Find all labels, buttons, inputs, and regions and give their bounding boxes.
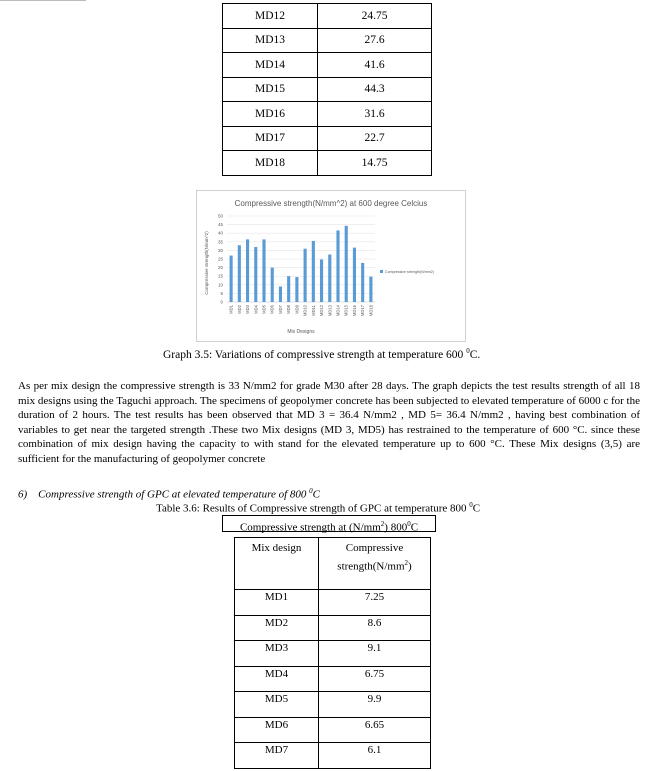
col-header-strength	[319, 538, 431, 590]
mix-design-cell: MD15	[223, 77, 318, 102]
table-caption-sup: 0	[469, 501, 473, 509]
y-tick-label: 30	[217, 247, 223, 253]
mix-design-cell: MD17	[223, 126, 318, 151]
sub-header-sup: 2	[380, 520, 385, 528]
x-tick-label: MD11	[310, 305, 316, 316]
bar-md9	[295, 277, 298, 302]
x-axis-title: Mix Designs	[287, 329, 315, 335]
graph-caption-text: Graph 3.5: Variations of compressive strength at temperature 600	[163, 348, 467, 361]
section-heading-sup: 0	[309, 487, 313, 495]
x-tick-label: MD14	[335, 305, 341, 317]
y-tick-label: 35	[217, 239, 223, 245]
chart-title: Compressive strength(N/mm^2) at 600 degree Celcius	[234, 199, 428, 208]
table-row	[235, 590, 431, 616]
mix-design-cell: MD7	[235, 743, 319, 769]
bar-md3	[246, 239, 249, 302]
table-caption-text: Table 3.6: Results of Compressive strength of GPC at temperature 800	[156, 502, 470, 515]
x-tick-label: MD7	[277, 305, 283, 314]
table-row	[235, 666, 431, 692]
mix-design-cell: MD16	[223, 102, 318, 127]
mix-design-cell: MD6	[235, 717, 319, 743]
mix-design-cell: MD3	[235, 641, 319, 667]
strength-table-800	[234, 537, 431, 769]
table-sub-header	[222, 515, 436, 532]
bar-md14	[336, 230, 339, 302]
graph-caption	[163, 347, 480, 361]
table-row	[235, 717, 431, 743]
graph-caption-sup: 0	[466, 347, 470, 355]
page-top-rule	[0, 0, 86, 1]
y-tick-label: 20	[217, 265, 223, 271]
table-row	[223, 102, 432, 127]
table-header-row	[235, 538, 431, 590]
mix-design-cell: MD12	[223, 4, 318, 29]
col-header-strength-sup: 2	[404, 559, 409, 567]
section-heading-suffix: C	[312, 488, 320, 501]
mix-design-cell: MD18	[223, 151, 318, 176]
strength-value-cell: 27.6	[318, 28, 432, 53]
bar-md6	[271, 268, 274, 302]
strength-value-cell: 9.1	[319, 641, 431, 667]
strength-table-600-continued	[222, 3, 432, 176]
sub-header-sup2: 0	[407, 520, 411, 528]
section-number: 6)	[18, 488, 28, 501]
x-tick-label: MD18	[368, 305, 374, 317]
compressive-strength-chart	[196, 190, 466, 342]
sub-header-mid: ) 800	[384, 521, 408, 534]
table-row	[223, 28, 432, 53]
y-tick-label: 45	[217, 222, 223, 228]
bar-md18	[369, 277, 372, 302]
x-tick-label: MD3	[245, 305, 251, 314]
y-tick-label: 0	[220, 299, 223, 305]
x-tick-label: MD13	[327, 305, 333, 317]
strength-value-cell: 6.65	[319, 717, 431, 743]
y-tick-label: 25	[217, 256, 223, 262]
x-tick-label: MD15	[343, 305, 349, 317]
x-tick-label: MD4	[253, 305, 259, 314]
strength-value-cell: 31.6	[318, 102, 432, 127]
bar-md1	[230, 256, 233, 302]
table-row	[235, 692, 431, 718]
strength-value-cell: 6.75	[319, 666, 431, 692]
table-row	[235, 615, 431, 641]
col-header-strength-line1: Compressive	[345, 542, 404, 554]
results-paragraph: As per mix design the compressive strength is 33 N/mm2 for grade M30 after 28 days. The graph depicts the test results strength of all 18 mix designs using the Taguchi approach. The specimens of geopolymer concrete has been subjected to elevated temperature of 6000 c for the duration of 2 hours. The test results has been observed that MD 3 = 36.4 N/mm2 , MD 5= 36.4 N/mm2 , having best combination of variables to get near the targeted strength .These two Mix designs (MD 3, MD5) has restrained to the temperature of 600 °C. since these combination of mix design having the capacity to with stand for the elevated temperature up to 600 °C. These Mix designs (3,5) are sufficient for the manufacturing of geopolymer concrete	[18, 380, 640, 465]
x-tick-label: MD8	[286, 305, 292, 314]
x-tick-label: MD17	[360, 305, 366, 317]
mix-design-cell: MD5	[235, 692, 319, 718]
section-heading-text: Compressive strength of GPC at elevated temperature of 800	[38, 488, 310, 501]
y-tick-label: 15	[217, 273, 223, 279]
mix-design-cell: MD4	[235, 666, 319, 692]
legend-label: Compressive strength(N/mm2)	[385, 270, 434, 274]
bar-md12	[320, 259, 323, 302]
bar-md2	[238, 245, 241, 302]
x-tick-label: MD2	[236, 305, 242, 314]
table-row	[223, 126, 432, 151]
graph-caption-suffix: C.	[469, 348, 481, 361]
x-tick-label: MD16	[351, 305, 357, 317]
y-tick-label: 10	[217, 282, 223, 288]
y-tick-label: 5	[220, 290, 223, 296]
mix-design-cell: MD1	[235, 590, 319, 616]
strength-value-cell: 7.25	[319, 590, 431, 616]
sub-header-text: Compressive strength at (N/mm	[239, 521, 381, 534]
bar-md5	[262, 239, 265, 302]
x-tick-label: MD5	[261, 305, 267, 314]
mix-design-cell: MD2	[235, 615, 319, 641]
table-row	[223, 151, 432, 176]
table-row	[223, 4, 432, 29]
strength-value-cell: 8.6	[319, 615, 431, 641]
x-tick-label: MD1	[228, 305, 234, 314]
strength-value-cell: 41.6	[318, 53, 432, 78]
chart-svg	[197, 191, 465, 341]
mix-design-cell: MD13	[223, 28, 318, 53]
bar-md7	[279, 287, 282, 302]
col-header-strength-suffix: )	[408, 560, 412, 573]
strength-value-cell: 24.75	[318, 4, 432, 29]
table-caption	[156, 501, 480, 515]
strength-value-cell: 14.75	[318, 151, 432, 176]
x-tick-label: MD10	[302, 305, 308, 317]
bar-md13	[328, 255, 331, 302]
bar-md16	[353, 248, 356, 302]
bar-md10	[304, 249, 307, 302]
y-tick-label: 50	[217, 213, 223, 219]
bar-md15	[345, 226, 348, 302]
table-row	[235, 743, 431, 769]
bar-md11	[312, 241, 315, 302]
strength-value-cell: 22.7	[318, 126, 432, 151]
mix-design-cell: MD14	[223, 53, 318, 78]
strength-value-cell: 44.3	[318, 77, 432, 102]
strength-value-cell: 9.9	[319, 692, 431, 718]
bar-md17	[361, 263, 364, 302]
sub-header-suffix: C	[410, 521, 419, 534]
table-row	[223, 53, 432, 78]
x-tick-label: MD9	[294, 305, 300, 314]
strength-value-cell: 6.1	[319, 743, 431, 769]
col-header-mix-design: Mix design	[235, 538, 319, 590]
y-tick-label: 40	[217, 230, 223, 236]
bar-md8	[287, 276, 290, 302]
table-row	[235, 641, 431, 667]
bar-md4	[254, 247, 257, 302]
legend-swatch	[380, 270, 383, 273]
table-row	[223, 77, 432, 102]
x-tick-label: MD12	[319, 305, 325, 317]
section-heading	[18, 487, 320, 501]
table-caption-suffix: C	[472, 502, 481, 515]
col-header-strength-line2: strength(N/mm	[337, 560, 405, 573]
x-tick-label: MD6	[269, 305, 275, 314]
y-axis-title: Compressive strength(N/mm^2)	[204, 231, 209, 295]
